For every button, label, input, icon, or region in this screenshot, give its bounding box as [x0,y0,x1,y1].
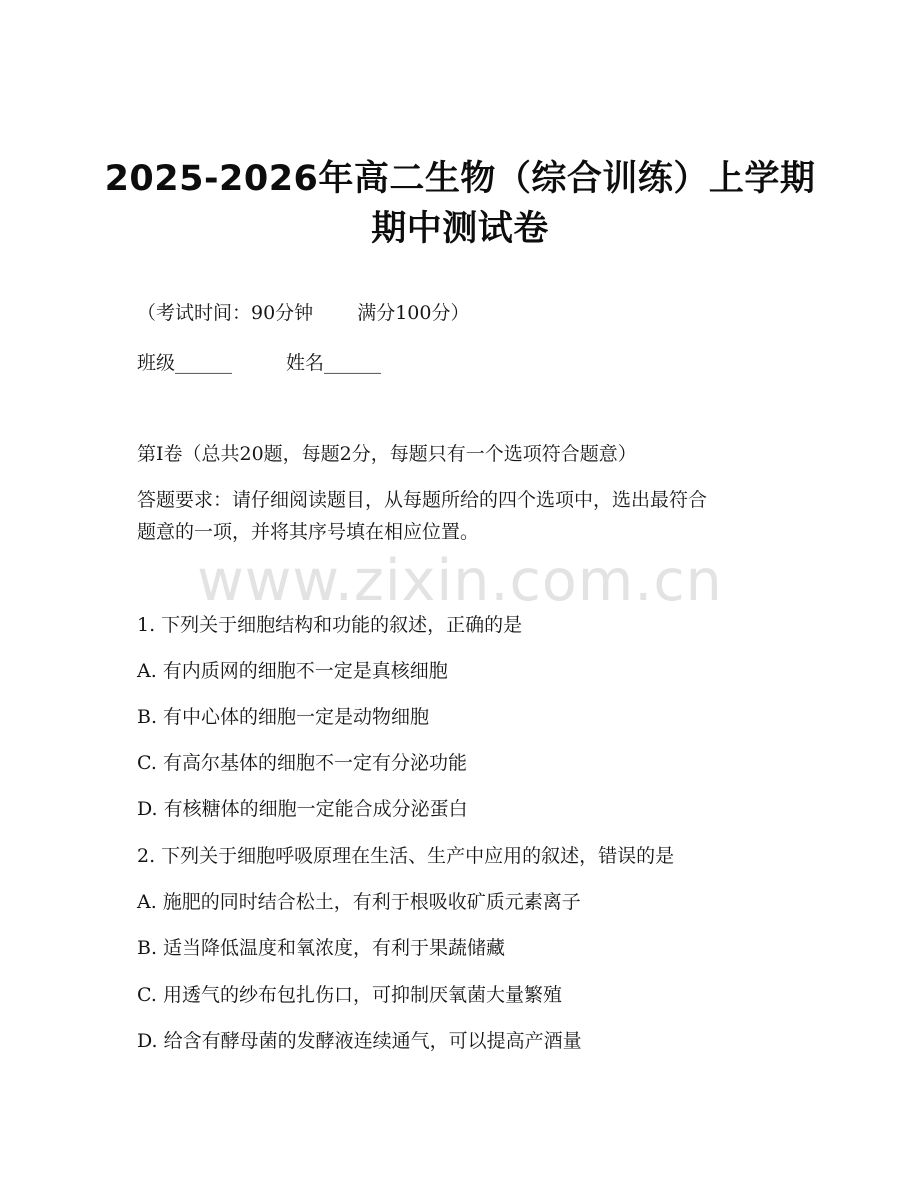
class-field: 班级______ [137,352,233,374]
option-d: D. 给含有酵母菌的发酵液连续通气，可以提高产酒量 [137,1030,582,1052]
watermark: www.zixin.com.cn [197,548,723,614]
section-header: 第I卷（总共20题，每题2分，每题只有一个选项符合题意） [137,443,637,465]
option-a: A. 施肥的同时结合松土，有利于根吸收矿质元素离子 [137,891,581,913]
student-fields [137,350,381,376]
exam-info [137,300,469,326]
question-stem: 1. 下列关于细胞结构和功能的叙述，正确的是 [137,614,523,636]
title-line-1: 2025-2026年高二生物（综合训练）上学期 [104,159,816,199]
option-b: B. 适当降低温度和氧浓度，有利于果蔬储藏 [137,937,506,959]
exam-full-score: 满分100分） [357,302,470,324]
option-b: B. 有中心体的细胞一定是动物细胞 [137,706,430,728]
instructions-line-1: 答题要求：请仔细阅读题目，从每题所给的四个选项中，选出最符合 [137,489,708,511]
name-field: 姓名______ [286,352,382,374]
exam-time: （考试时间：90分钟 [137,302,314,324]
question-stem: 2. 下列关于细胞呼吸原理在生活、生产中应用的叙述，错误的是 [137,845,675,867]
option-c: C. 有高尔基体的细胞不一定有分泌功能 [137,752,467,774]
instructions-line-2: 题意的一项，并将其序号填在相应位置。 [137,521,480,543]
title-line-2: 期中测试卷 [371,209,549,249]
option-d: D. 有核糖体的细胞一定能合成分泌蛋白 [137,798,468,820]
option-a: A. 有内质网的细胞不一定是真核细胞 [137,660,448,682]
option-c: C. 用透气的纱布包扎伤口，可抑制厌氧菌大量繁殖 [137,984,562,1006]
